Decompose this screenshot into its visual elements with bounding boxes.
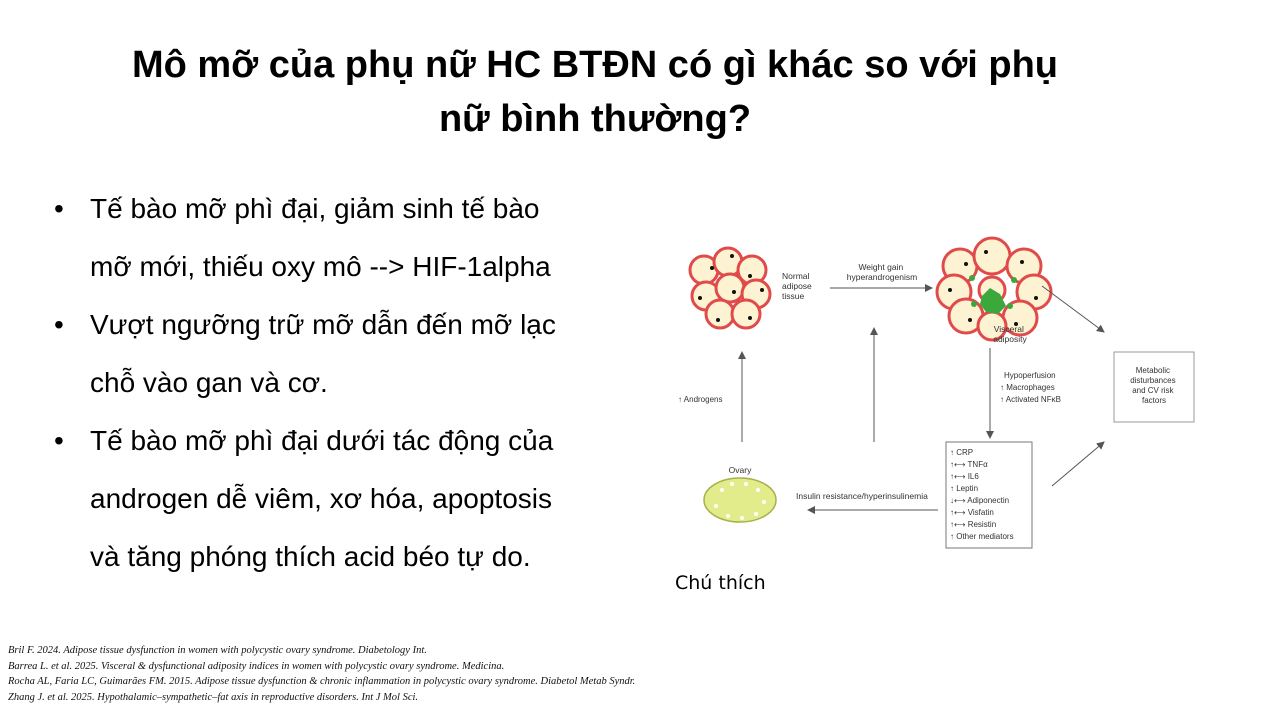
svg-text:↑⟷ IL6: ↑⟷ IL6 <box>950 472 979 481</box>
bullet-line: chỗ vào gan và cơ. <box>90 367 328 398</box>
svg-text:↑ CRP: ↑ CRP <box>950 448 974 457</box>
bullet-line: mỡ mới, thiếu oxy mô --> HIF-1alpha <box>90 251 551 282</box>
svg-text:↑ Other mediators: ↑ Other mediators <box>950 532 1014 541</box>
bullet-line: • Tế bào mỡ phì đại dưới tác động của <box>90 425 554 456</box>
bullet-item <box>52 412 652 586</box>
arrow-to-metabolic <box>1042 286 1104 332</box>
macrophages-label: ↑ Macrophages <box>1000 383 1055 392</box>
reference-item: Zhang J. et al. 2025. Hypothalamic–sympathetic–fat axis in reproductive disorders. Int J Mol Sci. <box>8 691 419 703</box>
svg-text:↑⟷ TNFα: ↑⟷ TNFα <box>950 460 988 469</box>
bullet-line: • Tế bào mỡ phì đại, giảm sinh tế bào <box>90 193 540 224</box>
svg-text:↑ Leptin: ↑ Leptin <box>950 484 979 493</box>
pcos-adipose-diagram <box>670 228 1230 558</box>
svg-text:↑⟷ Resistin: ↑⟷ Resistin <box>950 520 997 529</box>
normal-adipose-tissue-icon <box>690 248 770 328</box>
reference-item: Barrea L. et al. 2025. Visceral & dysfunctional adiposity indices in women with polycystic ovary syndrome. Medicina. <box>8 660 505 672</box>
bullet-item <box>52 180 652 296</box>
metabolic-label: Metabolic disturbances and CV risk factors <box>1130 366 1176 405</box>
visceral-label: Visceral adiposity <box>993 324 1027 344</box>
slide-title <box>40 38 1150 146</box>
bullet-list <box>52 180 652 586</box>
nfkb-label: ↑ Activated NFκB <box>1000 395 1061 404</box>
androgens-label: ↑ Androgens <box>678 395 723 404</box>
weight-gain-label: Weight gain hyperandrogenism <box>846 262 918 282</box>
reference-item: Rocha AL, Faria LC, Guimarães FM. 2015. Adipose tissue dysfunction & chronic inflammation in polycystic ovary syndrome. Diabetol Metab Syndr. <box>8 676 636 687</box>
reference-item: Bril F. 2024. Adipose tissue dysfunction in women with polycystic ovary syndrome. Diabetology Int. <box>8 645 427 656</box>
arrow-mediators-to-metabolic <box>1052 442 1104 486</box>
references <box>8 643 1008 705</box>
bullet-line: androgen dễ viêm, xơ hóa, apoptosis <box>90 483 552 514</box>
ovary-icon <box>704 478 776 522</box>
bullet-item <box>52 296 652 412</box>
svg-text:↓⟷ Adiponectin: ↓⟷ Adiponectin <box>950 496 1010 505</box>
insulin-label: Insulin resistance/hyperinsulinemia <box>796 491 928 501</box>
title-line-2: nữ bình thường? <box>438 98 752 140</box>
hypoperfusion-label: Hypoperfusion <box>1004 371 1056 380</box>
ovary-label: Ovary <box>728 465 752 475</box>
bullet-line: và tăng phóng thích acid béo tự do. <box>90 541 531 572</box>
title-line-1: Mô mỡ của phụ nữ HC BTĐN có gì khác so với phụ <box>131 44 1059 86</box>
svg-text:↑⟷ Visfatin: ↑⟷ Visfatin <box>950 508 994 517</box>
normal-tissue-label: Normal adipose tissue <box>782 271 812 301</box>
bullet-line: • Vượt ngưỡng trữ mỡ dẫn đến mỡ lạc <box>90 309 556 340</box>
diagram-caption: Chú thích <box>675 572 766 594</box>
